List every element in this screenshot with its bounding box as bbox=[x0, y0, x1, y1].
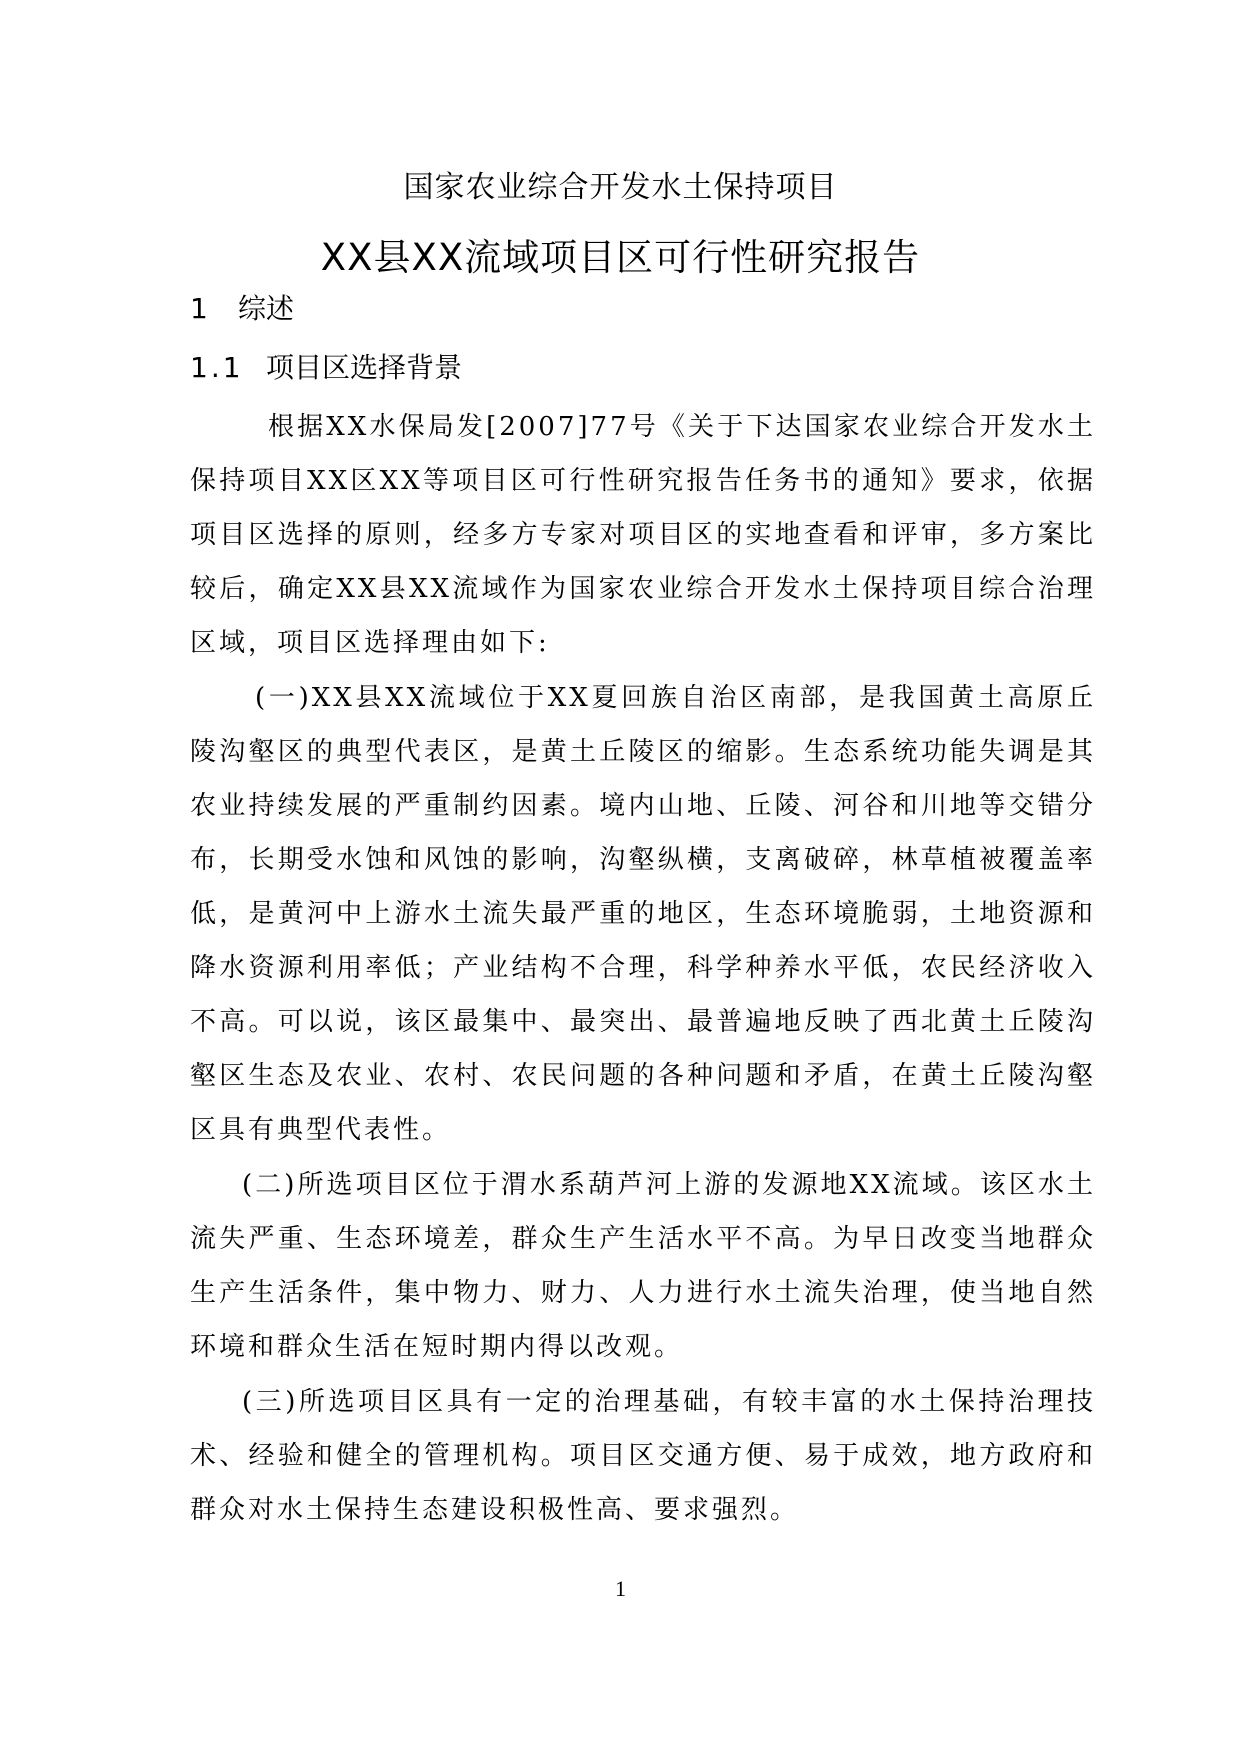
section-title: 项目区选择背景 bbox=[266, 351, 463, 384]
body-paragraph: (二)所选项目区位于渭水系葫芦河上游的发源地XX流域。该区水土流失严重、生态环境差，群众生产生活水平不高。为早日改变当地群众生产生活条件，集中物力、财力、人力进行水土流失治理，使当地自然环境和群众生活在短时期内得以改观。 bbox=[190, 1170, 1096, 1362]
body-paragraph: 根据XX水保局发[2007]77号《关于下达国家农业综合开发水土保持项目XX区XX等项目区可行性研究报告任务书的通知》要求，依据项目区选择的原则，经多方专家对项目区的实地查看和评审，多方案比较后，确定XX县XX流域作为国家农业综合开发水土保持项目综合治理区域，项目区选择理由如下: bbox=[190, 412, 1096, 658]
body-paragraph: (一)XX县XX流域位于XX夏回族自治区南部，是我国黄土高原丘陵沟壑区的典型代表区，是黄土丘陵区的缩影。生态系统功能失调是其农业持续发展的严重制约因素。境内山地、丘陵、河谷和川地等交错分布，长期受水蚀和风蚀的影响，沟壑纵横，支离破碎，林草植被覆盖率低，是黄河中上游水土流失最严重的地区，生态环境脆弱，土地资源和降水资源利用率低；产业结构不合理，科学种养水平低，农民经济收入不高。可以说，该区最集中、最突出、最普遍地反映了西北黄土丘陵沟壑区生态及农业、农村、农民问题的各种问题和矛盾，在黄土丘陵沟壑区具有典型代表性。 bbox=[190, 683, 1096, 1145]
section-title: 综述 bbox=[238, 292, 295, 325]
section-heading-1-1 bbox=[190, 348, 462, 388]
page-number: 1 bbox=[615, 1576, 626, 1601]
section-number: 1 bbox=[190, 292, 211, 325]
document-title-line2: XX县XX流域项目区可行性研究报告 bbox=[320, 236, 921, 279]
body-paragraph: (三)所选项目区具有一定的治理基础，有较丰富的水土保持治理技术、经验和健全的管理机构。项目区交通方便、易于成效，地方政府和群众对水土保持生态建设积极性高、要求强烈。 bbox=[190, 1387, 1096, 1525]
section-number: 1.1 bbox=[190, 351, 244, 384]
section-heading-1 bbox=[190, 289, 294, 329]
document-title-line1: 国家农业综合开发水土保持项目 bbox=[403, 170, 838, 205]
